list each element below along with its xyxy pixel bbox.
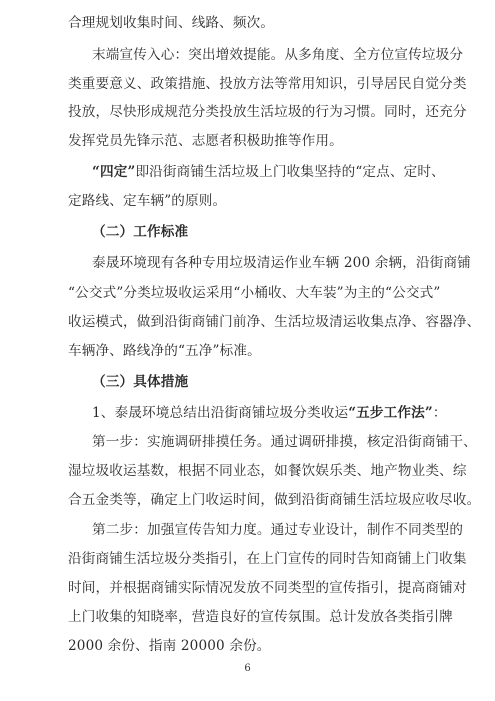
text-line [92,47,495,63]
text-line [92,224,495,240]
text-segment: 末端宣传入心：突出增效提能。从多角度、全方位宣传垃圾分 [92,47,464,63]
text-line [68,492,495,508]
text-segment: 时间，并根据商铺实际情况发放不同类型的宣传指引，提高商铺对 [68,580,467,596]
text-segment: 收运模式，做到沿街商铺门前净、生活垃圾清运收集点净、容器净、 [68,314,481,330]
text-line [68,343,495,359]
bold-text-segment: “四定” [92,164,136,180]
text-segment: 合五金类等，确定上门收运时间，做到沿街商铺生活垃圾应收尽收。 [68,492,481,508]
text-segment: 沿街商铺生活垃圾分类指引，在上门宣传的同时告知商铺上门收集 [68,551,467,567]
text-line [92,522,495,538]
text-line [68,638,495,654]
text-segment: 上门收集的知晓率，营造良好的宣传氛围。总计发放各类指引牌 [68,609,453,625]
text-segment: 第二步：加强宣传告知力度。通过专业设计，制作不同类型的 [92,522,464,538]
text-line [68,609,495,625]
text-line [92,434,495,450]
text-segment: 定路线、定车辆”的原则。 [68,193,227,209]
text-line [68,193,495,209]
text-segment: 即沿街商铺生活垃圾上门收集坚持的“定点、定时、 [135,164,445,180]
text-segment: 湿垃圾收运基数，根据不同业态，如餐饮娱乐类、地产物业类、综 [68,463,467,479]
text-segment: ： [432,405,447,421]
text-segment: 第一步：实施调研排摸任务。通过调研排摸，核定沿街商铺干、 [92,434,477,450]
bold-text-segment: “五步工作法” [348,405,433,421]
text-line [68,314,495,330]
text-line [68,285,495,301]
text-line [68,551,495,567]
text-segment: “公交式”分类垃圾收运采用“小桶收、大车装”为主的“公交式” [68,285,441,301]
text-line [92,374,495,390]
bold-text-segment: （二）工作标准 [92,224,189,240]
text-line [68,15,495,31]
text-segment: 投放，尽快形成规范分类投放生活垃圾的行为习惯。同时，还充分 [68,104,467,120]
text-line [68,463,495,479]
text-line [68,76,495,92]
text-line [68,104,495,120]
text-segment: 类重要意义、政策措施、投放方法等常用知识，引导居民自觉分类 [68,76,467,92]
text-segment: 1、泰晟环境总结出沿街商铺垃圾分类收运 [92,405,349,421]
text-line [68,133,495,149]
text-line [92,255,495,271]
page-number: 6 [244,663,251,674]
text-segment: 发挥党员先锋示范、志愿者积极助推等作用。 [68,133,343,149]
text-line [92,405,495,421]
text-line [92,164,495,180]
text-segment: 车辆净、路线净的“五净”标准。 [68,343,261,359]
bold-text-segment: （三）具体措施 [92,374,189,390]
text-segment: 泰晟环境现有各种专用垃圾清运作业车辆 200 余辆，沿街商铺 [92,255,471,271]
text-segment: 2000 余份、指南 20000 余份。 [68,638,271,654]
text-line [68,580,495,596]
text-segment: 合理规划收集时间、线路、频次。 [68,15,275,31]
